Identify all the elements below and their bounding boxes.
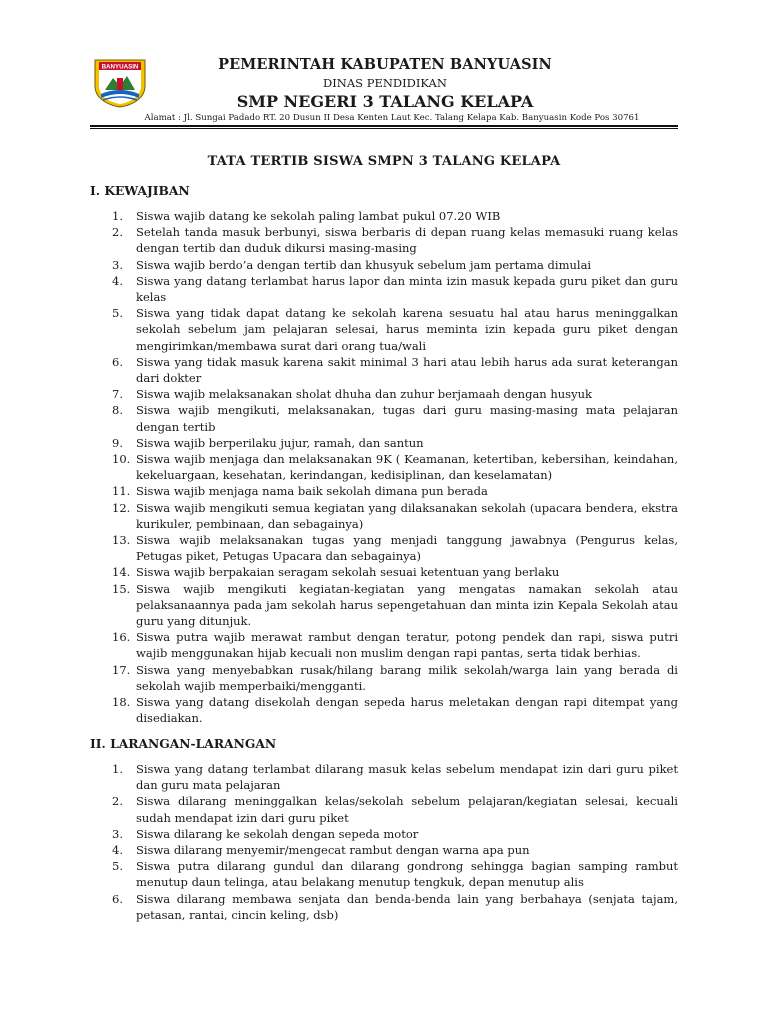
list-item-text: Siswa wajib melaksanakan tugas yang menjadi tanggung jawabnya (Pengurus kelas, Petugas piket, Petugas Upacara dan sebagainya) [136, 533, 678, 564]
list-item-text: Siswa wajib melaksanakan sholat dhuha dan zuhur berjamaah dengan husyuk [136, 387, 592, 402]
list-item-number: 3. [112, 257, 123, 272]
list-item-number: 5. [112, 306, 123, 321]
list-item-number: 6. [112, 354, 123, 369]
list-item-text: Siswa putra wajib merawat rambut dengan teratur, potong pendek dan rapi, siswa putri wajib menggunakan hijab kecuali non muslim dengan rapi pantas, serta tidak berhias. [136, 630, 678, 661]
list-item-text: Siswa yang datang disekolah dengan sepeda harus meletakan dengan rapi ditempat yang disediakan. [136, 695, 678, 726]
list-item-text: Siswa dilarang meninggalkan kelas/sekolah sebelum pelajaran/kegiatan selesai, kecuali sudah mendapat izin dari guru piket [136, 794, 678, 825]
list-item-number: 13. [112, 533, 131, 548]
list-item-text: Siswa wajib mengikuti, melaksanakan, tugas dari guru masing-masing mata pelajaran dengan tertib [136, 403, 678, 434]
list-item-number: 9. [112, 435, 123, 450]
list-item [90, 793, 678, 825]
department-name: DINAS PENDIDIKAN [323, 76, 447, 90]
list-item-number: 12. [112, 500, 131, 515]
section-heading-larangan: II. LARANGAN-LARANGAN [90, 736, 277, 751]
list-item-text: Siswa dilarang membawa senjata dan benda-benda lain yang berbahaya (senjata tajam, petasan, rantai, cincin keling, dsb) [136, 891, 678, 922]
list-item [90, 402, 678, 434]
list-item-text: Siswa wajib berperilaku jujur, ramah, dan santun [136, 435, 424, 450]
list-item-text: Siswa dilarang menyemir/mengecat rambut dengan warna apa pun [136, 843, 530, 858]
list-item-number: 2. [112, 794, 123, 809]
list-item-number: 17. [112, 662, 131, 677]
list-item [90, 564, 678, 580]
list-item [90, 581, 678, 630]
list-item-text: Siswa yang menyebabkan rusak/hilang barang milik sekolah/warga lain yang berada di sekolah wajib memperbaiki/mengganti. [136, 662, 678, 693]
kewajiban-list [90, 208, 678, 727]
government-name: PEMERINTAH KABUPATEN BANYUASIN [218, 56, 552, 73]
list-item-text: Setelah tanda masuk berbunyi, siswa berbaris di depan ruang kelas memasuki ruang kelas dengan tertib dan duduk dikursi masing-masing [136, 225, 678, 256]
list-item-number: 10. [112, 452, 131, 467]
list-item-number: 14. [112, 565, 131, 580]
list-item [90, 354, 678, 386]
list-item-number: 6. [112, 891, 123, 906]
school-name: SMP NEGERI 3 TALANG KELAPA [236, 92, 534, 111]
list-item-number: 4. [112, 273, 123, 288]
list-item-number: 16. [112, 630, 131, 645]
list-item-text: Siswa wajib berdo’a dengan tertib dan khusyuk sebelum jam pertama dimulai [136, 257, 592, 272]
larangan-list [90, 761, 678, 923]
list-item-text: Siswa yang datang terlambat dilarang masuk kelas sebelum mendapat izin dari guru piket dan guru mata pelajaran [136, 762, 678, 793]
list-item-text: Siswa wajib datang ke sekolah paling lambat pukul 07.20 WIB [136, 209, 501, 223]
list-item [90, 694, 678, 726]
list-item-number: 3. [112, 826, 123, 841]
section-heading-kewajiban: I. KEWAJIBAN [90, 183, 190, 198]
banyuasin-emblem-icon [91, 56, 149, 108]
list-item [90, 435, 678, 451]
list-item [90, 532, 678, 564]
list-item [90, 451, 678, 483]
list-item-number: 5. [112, 859, 123, 874]
list-item-number: 11. [112, 484, 131, 499]
list-item [90, 662, 678, 694]
list-item [90, 208, 678, 224]
list-item-number: 1. [112, 762, 123, 776]
list-item-text: Siswa putra dilarang gundul dan dilarang gondrong sehingga bagian samping rambut menutup daun telinga, atau belakang menutup tengkuk, depan menutup alis [136, 859, 678, 890]
list-item-text: Siswa yang datang terlambat harus lapor dan minta izin masuk kepada guru piket dan guru kelas [136, 273, 678, 305]
list-item [90, 257, 678, 273]
list-item [90, 842, 678, 858]
list-item-number: 2. [112, 225, 123, 240]
list-item-number: 7. [112, 387, 123, 402]
list-item [90, 629, 678, 661]
list-item [90, 858, 678, 890]
list-item-number: 4. [112, 843, 123, 858]
list-item [90, 500, 678, 532]
letterhead-divider-thin [90, 128, 678, 129]
list-item [90, 386, 678, 402]
school-address: Alamat : Jl. Sungai Padado RT. 20 Dusun II Desa Kenten Laut Kec. Talang Kelapa Kab. Banyuasin Kode Pos 30761 [144, 113, 640, 123]
list-item [90, 761, 678, 793]
list-item [90, 826, 678, 842]
list-item-text: Siswa wajib berpakaian seragam sekolah sesuai ketentuan yang berlaku [136, 565, 560, 580]
list-item-text: Siswa wajib mengikuti kegiatan-kegiatan yang mengatas namakan sekolah atau pelaksanaannya pada jam sekolah harus sepengetahuan dan minta izin Kepala Sekolah atau guru yang ditunjuk. [136, 581, 678, 629]
list-item-text: Siswa wajib menjaga dan melaksanakan 9K ( Keamanan, ketertiban, kebersihan, keindahan, kekeluargaan, kesehatan, kerindangan, kedisiplinan, dan keselamatan) [136, 452, 678, 483]
list-item [90, 305, 678, 354]
list-item-text: Siswa yang tidak dapat datang ke sekolah karena sesuatu hal atau harus meninggalkan sekolah sebelum jam pelajaran selesai, harus meminta izin kepada guru piket dengan mengirimkan/membawa surat dari orang tua/wali [136, 306, 678, 353]
list-item-number: 18. [112, 695, 131, 710]
list-item [90, 483, 678, 499]
list-item [90, 891, 678, 923]
list-item-number: 8. [112, 403, 123, 418]
list-item-text: Siswa wajib menjaga nama baik sekolah dimana pun berada [136, 484, 488, 499]
list-item [90, 273, 678, 305]
list-item-number: 15. [112, 581, 131, 596]
list-item-text: Siswa wajib mengikuti semua kegiatan yang dilaksanakan sekolah (upacara bendera, ekstra kurikuler, pembinaan, dan sebagainya) [136, 500, 678, 531]
letterhead-divider-thick [90, 125, 678, 127]
list-item-number: 1. [112, 209, 123, 223]
list-item [90, 224, 678, 256]
document-title: TATA TERTIB SISWA SMPN 3 TALANG KELAPA [207, 154, 561, 169]
list-item-text: Siswa yang tidak masuk karena sakit minimal 3 hari atau lebih harus ada surat keterangan dari dokter [136, 354, 678, 386]
svg-text:BANYUASIN: BANYUASIN [101, 63, 139, 71]
list-item-text: Siswa dilarang ke sekolah dengan sepeda motor [136, 826, 419, 841]
